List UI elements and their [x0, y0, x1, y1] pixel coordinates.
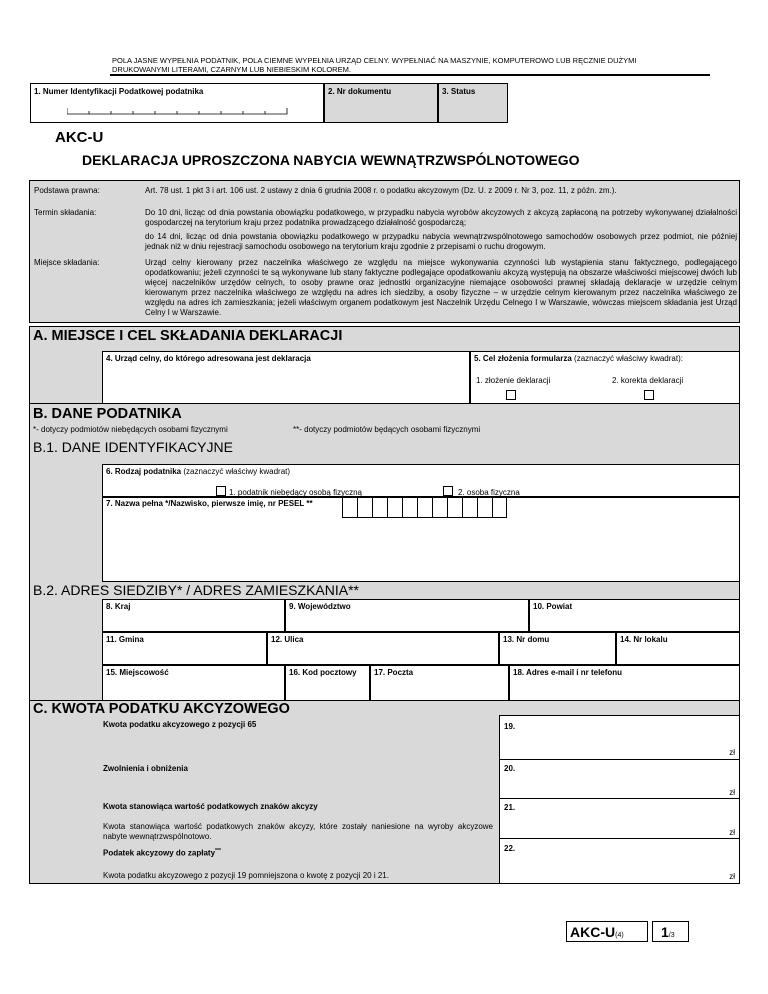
- section-b-title: B. DANE PODATNIKA: [33, 406, 182, 422]
- county-field[interactable]: 10. Powiat: [529, 599, 740, 632]
- municipality-field[interactable]: 11. Gmina: [102, 632, 267, 665]
- instruction-text: POLA JASNE WYPEŁNIA PODATNIK, POLA CIEMNE WYPEŁNIA URZĄD CELNY. WYPEŁNIAĆ NA MASZYNIE, KOMPUTEROWO LUB RĘCZNIE DUŻYMI DRUKOWANYMI LITERAMI, CZARNYM LUB NIEBIESKIM KOLOREM.: [112, 56, 637, 74]
- non-natural-person-label: 1. podatnik niebędący osobą fizyczną: [229, 488, 362, 497]
- nip-digit-boxes: [67, 108, 289, 116]
- country-field[interactable]: 8. Kraj: [102, 599, 285, 632]
- tax-amount-field-19[interactable]: 19. zł: [499, 715, 740, 760]
- section-b: [29, 403, 740, 705]
- email-phone-field[interactable]: 18. Adres e-mail i nr telefonu: [509, 665, 740, 705]
- voivodeship-field[interactable]: 9. Województwo: [285, 599, 529, 632]
- nip-field[interactable]: 1. Numer Identyfikacji Podatkowej podatnika: [30, 83, 324, 123]
- non-natural-person-checkbox[interactable]: [216, 486, 226, 496]
- excise-stamps-label: Kwota stanowiąca wartość podatkowych znaków akcyzy: [103, 802, 318, 811]
- customs-office-field[interactable]: 4. Urząd celny, do którego adresowana jest deklaracja: [102, 351, 470, 408]
- natural-person-checkbox[interactable]: [443, 486, 453, 496]
- deadline-label: Termin składania:: [34, 208, 97, 217]
- tax-payable-description: Kwota podatku akcyzowego z pozycji 19 pomniejszona o kwotę z pozycji 20 i 21.: [103, 871, 389, 880]
- note-natural: **- dotyczy podmiotów będących osobami fizycznymi: [293, 425, 481, 434]
- form-title: DEKLARACJA UPROSZCZONA NABYCIA WEWNĄTRZWSPÓLNOTOWEGO: [82, 152, 580, 168]
- purpose-option-submit-label: 1. złożenie deklaracji: [476, 376, 551, 385]
- section-c: [29, 700, 740, 884]
- section-a: [29, 326, 740, 408]
- apartment-number-field[interactable]: 14. Nr lokalu: [616, 632, 740, 665]
- excise-stamps-description: Kwota stanowiąca wartość podatkowych znaków akcyzy, które zostały naniesione na wyroby akcyzowe nabyte wewnątrzwspólnotowo.: [103, 822, 493, 841]
- legal-basis-label: Podstawa prawna:: [34, 186, 100, 195]
- post-office-field[interactable]: 17. Poczta: [370, 665, 509, 705]
- correction-declaration-checkbox[interactable]: [644, 390, 654, 400]
- postal-code-field[interactable]: 16. Kod pocztowy: [285, 665, 370, 705]
- footer-page-number: 1/3: [652, 921, 689, 942]
- section-c-title: C. KWOTA PODATKU AKCYZOWEGO: [33, 701, 290, 717]
- form-code: AKC-U: [55, 129, 104, 146]
- b2-title: B.2. ADRES SIEDZIBY* / ADRES ZAMIESZKANIA**: [33, 582, 359, 598]
- exemptions-label: Zwolnienia i obniżenia: [103, 764, 188, 773]
- footer-form-code: AKC-U(4): [566, 921, 648, 942]
- purpose-field: 5. Cel złożenia formularza (zaznaczyć właściwy kwadrat): 1. złożenie deklaracji 2. korekta deklaracji: [470, 351, 740, 408]
- tax-payable-label: Podatek akcyzowy do zapłaty***: [103, 848, 221, 858]
- pesel-digit-boxes: [342, 497, 507, 518]
- header-rule: [110, 74, 710, 76]
- city-field[interactable]: 15. Miejscowość: [102, 665, 285, 705]
- natural-person-label: 2. osoba fizyczna: [458, 488, 520, 497]
- section-a-title: A. MIEJSCE I CEL SKŁADANIA DEKLARACJI: [33, 328, 343, 344]
- deadline-text-2: do 14 dni, licząc od dnia powstania obowiązku podatkowego w przypadku nabycia wewnątrzwspólnotowego samochodów osobowych przez podmiot, nie później jednak niż w dniu rejestracji samochodu osobowego na terytorium kraju zgodnie z przepisami o ruchu drogowym.: [145, 232, 737, 251]
- exemptions-field-20[interactable]: 20. zł: [499, 759, 740, 800]
- document-number-field: 2. Nr dokumentu: [324, 83, 438, 123]
- legal-basis-text: Art. 78 ust. 1 pkt 3 i art. 106 ust. 2 ustawy z dnia 6 grudnia 2008 r. o podatku akcyzowym (Dz. U. z 2009 r. Nr 3, poz. 11, z późn. zm.).: [145, 186, 617, 195]
- info-block: [29, 180, 740, 323]
- status-field: 3. Status: [438, 83, 508, 123]
- place-text: Urząd celny kierowany przez naczelnika właściwego ze względu na miejsce wykonywania czynności lub wystąpienia stanu faktycznego, podlegającego opodatkowaniu; jeżeli czynności te są wykonywane lub stany faktyczne podlegające opodatkowaniu akcyzą występują na obszarze właściwości miejscowej dwóch lub więcej naczelników urzędów celnych, to osoby prawne oraz jednostki organizacyjne niemające osobowości prawnej składają deklaracje w urzędzie celnym kierowanym przez naczelnika właściwego ze względu na adres ich siedziby, a osoby fizyczne – w urzędzie celnym kierowanym przez naczelnika właściwego ze względu na adres ich zamieszkania; jeżeli właściwym organem podatkowym jest Naczelnik Urzędu Celnego I w Warszawie, wówczas miejscem składania jest Urząd Celny I w Warszawie.: [145, 258, 737, 317]
- b1-title: B.1. DANE IDENTYFIKACYJNE: [33, 439, 233, 455]
- tax-amount-label: Kwota podatku akcyzowego z pozycji 65: [103, 720, 257, 729]
- tax-payable-field-22[interactable]: 22. zł: [499, 838, 740, 884]
- submit-declaration-checkbox[interactable]: [506, 390, 516, 400]
- house-number-field[interactable]: 13. Nr domu: [499, 632, 616, 665]
- full-name-field[interactable]: 7. Nazwa pełna */Nazwisko, pierwsze imię, nr PESEL **: [102, 497, 740, 582]
- street-field[interactable]: 12. Ulica: [267, 632, 499, 665]
- note-non-natural: *- dotyczy podmiotów niebędących osobami fizycznymi: [33, 425, 228, 434]
- place-label: Miejsce składania:: [34, 258, 100, 267]
- taxpayer-type-field: 6. Rodzaj podatnika (zaznaczyć właściwy kwadrat) 1. podatnik niebędący osobą fizyczną 2. osoba fizyczna: [102, 464, 740, 497]
- deadline-text-1: Do 10 dni, licząc od dnia powstania obowiązku podatkowego, w przypadku nabycia wyrobów akcyzowych z akcyzą zapłaconą na potrzeby wykonywanej działalności gospodarczej na terytorium kraju przez podatnika prowadzącego działalność gospodarczą;: [145, 208, 737, 227]
- excise-stamps-field-21[interactable]: 21. zł: [499, 798, 740, 840]
- purpose-option-correction-label: 2. korekta deklaracji: [612, 376, 684, 385]
